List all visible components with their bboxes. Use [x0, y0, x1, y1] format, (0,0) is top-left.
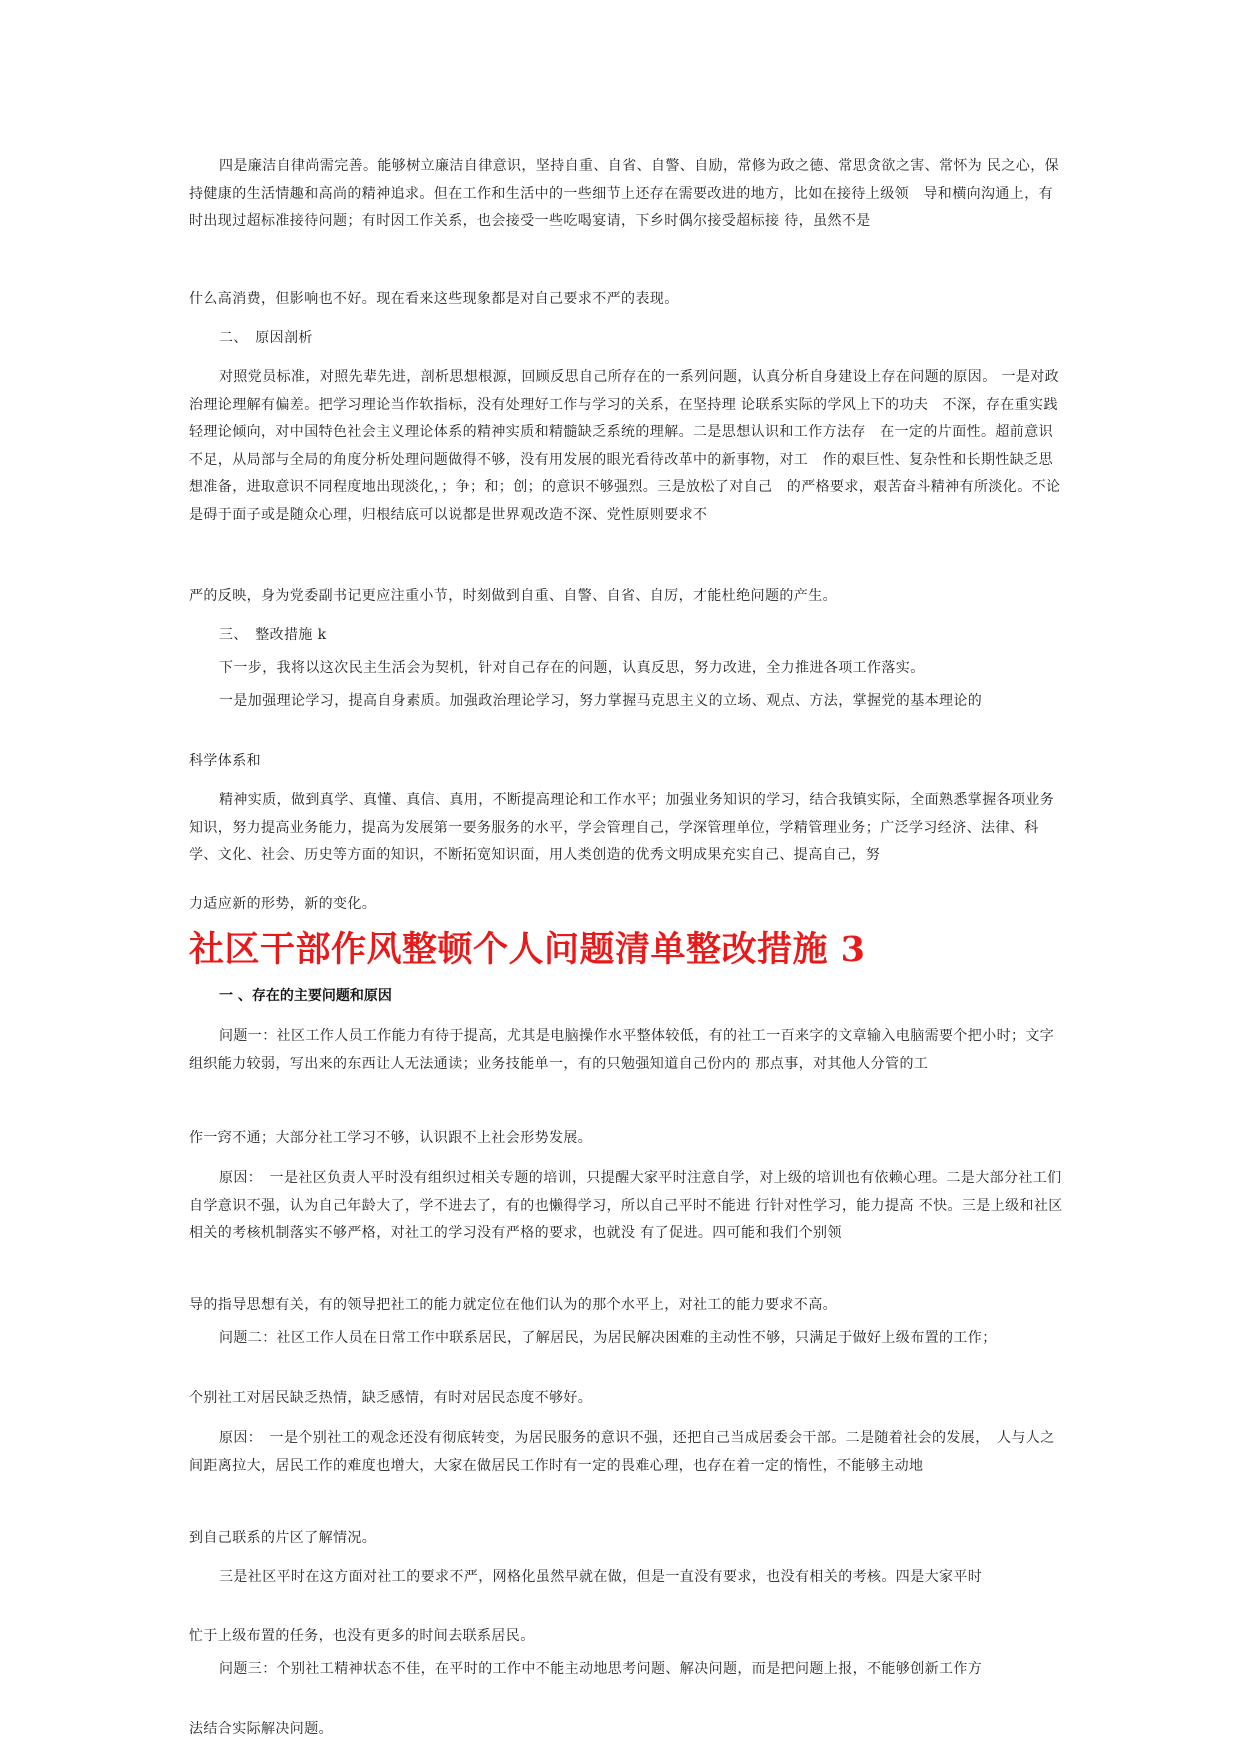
- document-title: 社区干部作风整顿个人问题清单整改措施 3: [189, 929, 866, 970]
- paragraph-problem-one-cont: 作一窍不通；大部分社工学习不够，认识跟不上社会形势发展。: [189, 1130, 593, 1146]
- paragraph-next-step: 下一步，我将以这次民主生活会为契机，针对自己存在的问题，认真反思，努力改进，全力推进各项工作落实。: [219, 660, 925, 676]
- paragraph-cause-analysis-cont: 严的反映，身为党委副书记更应注重小节，时刻做到自重、自警、自省、自厉，才能杜绝问题的产生。: [189, 588, 837, 604]
- paragraph-cause-two-cont: 到自己联系的片区了解情况。: [189, 1530, 377, 1546]
- paragraph-cause-two-more: 三是社区平时在这方面对社工的要求不严，网格化虽然早就在做，但是一直没有要求，也没有相关的考核。四是大家平时: [219, 1569, 983, 1585]
- paragraph-spirit: 精神实质，做到真学、真懂、真信、真用，不断提高理论和工作水平；加强业务知识的学习，结合我镇实际，全面熟悉掌握各项业务知识，努力提高业务能力，提高为发展第一要务服务的水平，学会管理自己，学深管理单位，学精管理业务；广泛学习经济、法律、科学、文化、社会、历史等方面的知识，不断拓宽知识面，用人类创造的优秀文明成果充实自己、提高自己，努: [189, 792, 1055, 863]
- paragraph-problem-one: 问题一：社区工作人员工作能力有待于提高，尤其是电脑操作水平整体较低，有的社工一百来字的文章输入电脑需要个把小时；文字组织能力较弱，写出来的东西让人无法通读；业务技能单一，有的只勉强知道自己份内的 那点事，对其他人分管的工: [189, 1028, 1055, 1072]
- section-heading-cause-analysis: 二、 原因剖析: [219, 330, 313, 346]
- subheading-problems-causes: 一 、存在的主要问题和原因: [219, 988, 392, 1004]
- paragraph-problem-two-cont: 个别社工对居民缺乏热情，缺乏感情，有时对居民态度不够好。: [189, 1390, 593, 1406]
- paragraph-theory-study-cont: 科学体系和: [189, 753, 261, 769]
- paragraph-cause-two-more-cont: 忙于上级布置的任务，也没有更多的时间去联系居民。: [189, 1628, 535, 1644]
- paragraph-cause-one: 原因： 一是社区负责人平时没有组织过相关专题的培训，只提醒大家平时注意自学，对上级的培训也有依赖心理。二是大部分社工们自学意识不强，认为自己年龄大了，学不进去了，有的也懒得学习，所以自己平时不能进 行针对性学习，能力提高 不快。三是上级和社区相关的考核机制落实不够严格，对社工的学习没有严格的要求，也就没 有了促进。四可能和我们个别领: [189, 1170, 1063, 1241]
- paragraph-cause-two: 原因： 一是个别社工的观念还没有彻底转变，为居民服务的意识不强，还把自己当成居委会干部。二是随着社会的发展， 人与人之间距离拉大，居民工作的难度也增大，大家在做居民工作时有一定的畏难心理，也存在着一定的惰性，不能够主动地: [189, 1430, 1055, 1474]
- paragraph-cause-analysis: 对照党员标准，对照先辈先进，剖析思想根源，回顾反思自己所存在的一系列问题，认真分析自身建设上存在问题的原因。 一是对政治理论理解有偏差。把学习理论当作软指标，没有处理好工作与学习的关系，在坚持理 论联系实际的学风上下的功夫 不深，存在重实践轻理论倾向，对中国特色社会主义理论体系的精神实质和精髓缺乏系统的理解。二是思想认识和工作方法存 在一定的片面性。超前意识不足，从局部与全局的角度分析处理问题做得不够，没有用发展的眼光看待改革中的新事物，对工 作的艰巨性、复杂性和长期性缺乏思想准备，进取意识不同程度地出现淡化，；争；和；创；的意识不够强烈。三是放松了对自己 的严格要求，艰苦奋斗精神有所淡化。不论是碍于面子或是随众心理，归根结底可以说都是世界观改造不深、党性原则要求不: [189, 369, 1061, 523]
- paragraph-integrity-cont: 什么高消费，但影响也不好。现在看来这些现象都是对自己要求不严的表现。: [189, 291, 679, 307]
- paragraph-theory-study: 一是加强理论学习，提高自身素质。加强政治理论学习，努力掌握马克思主义的立场、观点、方法，掌握党的基本理论的: [219, 693, 983, 709]
- section-heading-rectification: 三、 整改措施 k: [219, 627, 327, 643]
- paragraph-spirit-cont: 力适应新的形势，新的变化。: [189, 896, 377, 912]
- paragraph-problem-three: 问题三：个别社工精神状态不佳，在平时的工作中不能主动地思考问题、解决问题，而是把问题上报，不能够创新工作方: [219, 1661, 983, 1677]
- paragraph-problem-three-cont: 法结合实际解决问题。: [189, 1721, 333, 1737]
- paragraph-integrity: 四是廉洁自律尚需完善。能够树立廉洁自律意识，坚持自重、自省、自警、自励，常修为政之德、常思贪欲之害、常怀为 民之心，保持健康的生活情趣和高尚的精神追求。但在工作和生活中的一些细节上还存在需要改进的地方，比如在接待上级领 导和横向沟通上，有时出现过超标准接待问题；有时因工作关系，也会接受一些吃喝宴请，下乡时偶尔接受超标接 待，虽然不是: [189, 158, 1060, 229]
- paragraph-cause-one-cont: 导的指导思想有关，有的领导把社工的能力就定位在他们认为的那个水平上，对社工的能力要求不高。: [189, 1297, 837, 1313]
- paragraph-problem-two: 问题二：社区工作人员在日常工作中联系居民，了解居民，为居民解决困难的主动性不够，只满足于做好上级布置的工作；: [219, 1330, 997, 1346]
